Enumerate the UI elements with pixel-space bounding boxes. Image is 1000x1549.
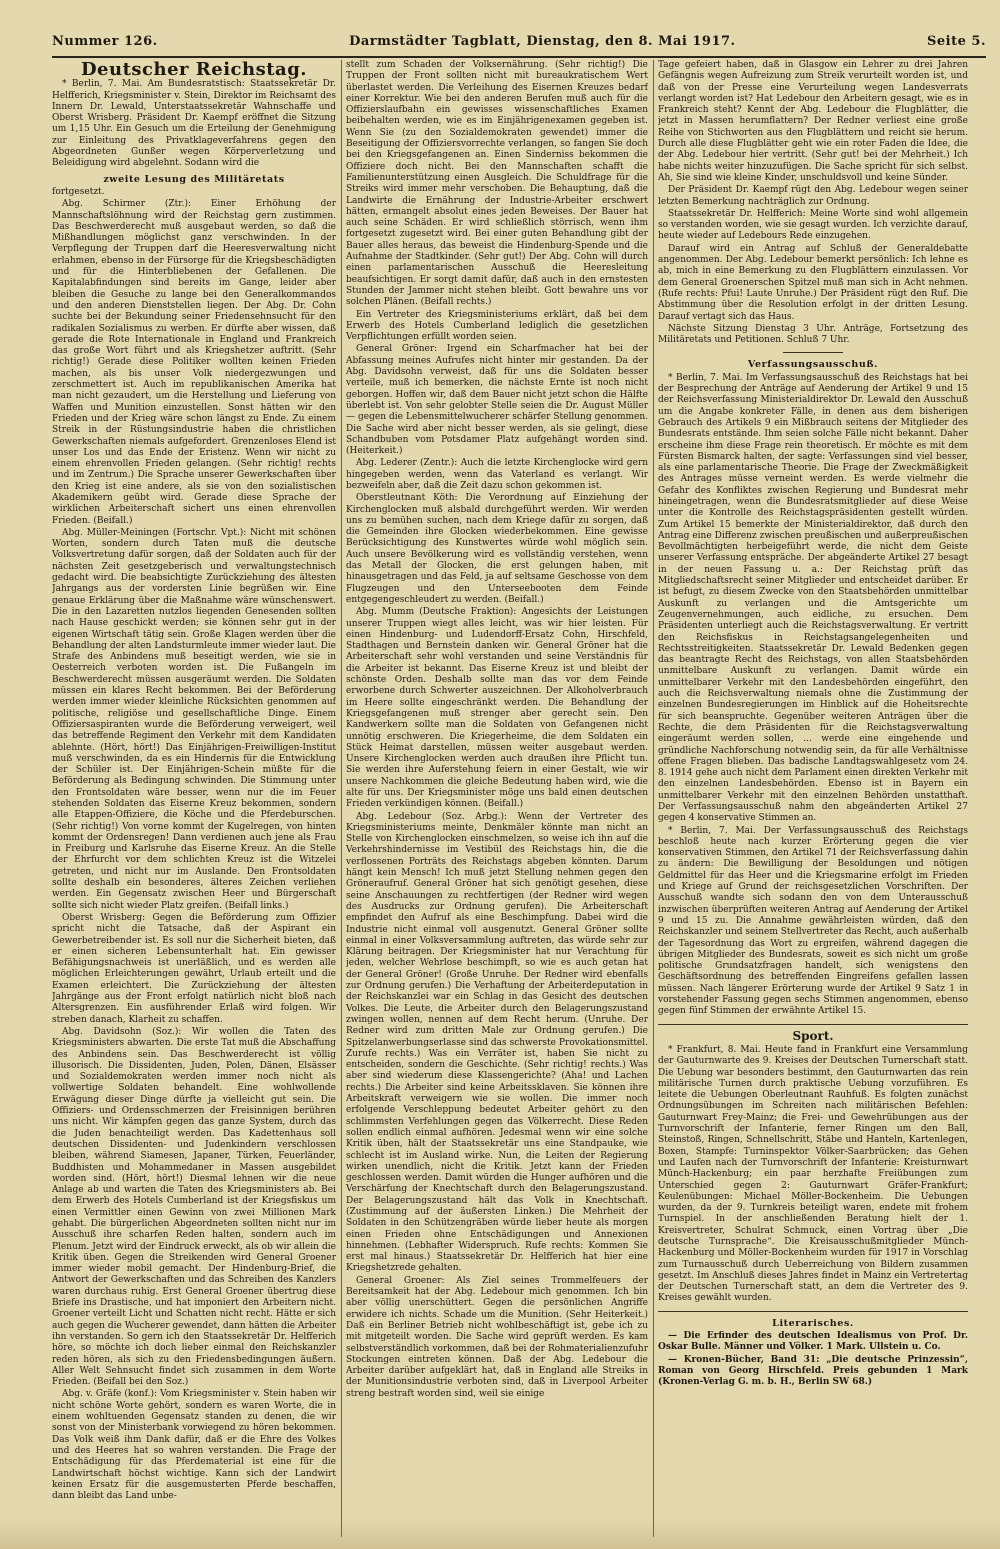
paragraph: Abg. Ledebour (Soz. Arbg.): Wenn der Vertreter des Kriegsministeriums meinte, Denkmäler könnte man nicht an Stelle von Kirchenglocken einschmelzen, so weise ich ihn auf die Verkehrshindernisse im Vestibül des Reichstags hin, die die verflossenen Porträts des Reichstags abgeben könnten. Darum hängt kein Mensch! Ich muß jetzt Stellung nehmen gegen den Gröneraufruf. General Gröner hat sich genötigt gesehen, diese seine Anschauungen zu rechtfertigen (der Redner wird wegen des Ausdrucks zur Ordnung gerufen). Die Arbeiterschaft empfindet den Aufruf als eine Beschimpfung. Dabei wird die Industrie nicht einmal voll ausgenutzt. General Gröner sollte einmal in einer Volksversammlung auftreten, das würde sehr zur Klärung beitragen. Der Kriegsminister hat nur Verachtung für jeden, welcher Wehrlose beschimpft, so wie es auch getan hat der General Gröner! (Große Unruhe. Der Redner wird ebenfalls zur Ordnung gerufen.) Die Verhaftung der Arbeiterdeputation in der Reichskanzlei war ein Schlag in das Gesicht des deutschen Volkes. Die Leute, die Arbeiter durch den Belagerungszustand zwingen wollen, nennen auf dem Recht herum. (Unruhe. Der Redner wird zum dritten Male zur Ordnung gerufen.) Die Spitzelanwerbungserlasse sind das schwerste Provokationsmittel. Zurufe rechts.) Was ein Verräter ist, haben Sie nicht zu entscheiden, sondern die Geschichte. (Sehr richtig! rechts.) Was aber sind wiederum diese Klassengerichte? (Aha! und Lachen rechts.) Die Arbeiter sind keine Arbeitssklaven. Sie können ihre Arbeitskraft verweigern wie sie wollen. Die immer noch erfolgende Verschleppung bedeutet Arbeiter gehört zu den schlimmsten Verfehlungen gegen das Völkerrecht. Diese Reden sollen endlich einmal aufhören. Jedesmal wenn wir eine solche Kritik üben, hält der Staatssekretär uns eine Standpauke, wie schlecht ist im Ausland wirke. Nun, die Leiten der Regierung wirken unendlich, nicht die Kritik. Jetzt kann der Frieden geschlossen werden. Damit würden die Hunger aufhören und die Verschärfung der Knechtschaft durch den Belagerungszustand. Der Belagerungszustand hält das Volk in Knechtschaft. (Zustimmung auf der äußersten Linken.) Die Mehrheit der Soldaten in den Schützengräben würde lieber heute als morgen einen Frieden ohne Entschädigungen und Annexionen hinnehmen. (Lebhafter Widerspruch. Rufe rechts: Kommen Sie erst mal hinaus.) Staatssekretär Dr. Helfferich hat hier eine Kriegshetzrede gehalten. <box>346 811 648 1274</box>
literary-notice: — Die Erfinder des deutschen Idealismus von Prof. Dr. Oskar Bulle. Männer und Völker. 1 Mark. Ullstein u. Co. <box>658 1331 968 1353</box>
masthead-rule <box>52 56 986 58</box>
paragraph: Abg. Schirmer (Ztr.): Einer Erhöhung der Mannschaftslöhnung wird der Reichstag gern zustimmen. Das Beschwerderecht muß ausgebaut werden, so daß die Mißhandlungen möglichst ganz verschwinden. In der Verpflegung der Truppen darf die Heeresverwaltung nicht erlahmen, ebenso in der Fürsorge für die Kriegsbeschädigten und für die Hinterbliebenen der Gefallenen. Die Kapitalabfindungen sind bereits im Gange, leider aber bleiben die Gesuche zu lange bei den Generalkommandos und den anderen Dienststellen liegen. Der Abg. Dr. Cohn suchte bei der Bekundung seiner Friedensehnsucht für den radikalen Sozialismus zu werben. Er dürfte aber wissen, daß gerade die Rote Internationale in England und Frankreich das große Wort führt und als Kriegshetzer auftritt. (Sehr richtig!) Gerade diese Politiker wollten keinen Frieden machen, als bis unser Volk niedergezwungen und zerschmettert ist. Auch im republikanischen Amerika hat man nicht gezaudert, um die Herstellung und Lieferung von Waffen und Munition einzustellen. Sonst hätten wir den Frieden und der Krieg wäre schon längst zu Ende. Zu einem Streik in der Rüstungsindustrie haben die christlichen Gewerkschaften niemals aufgefordert. Grenzenloses Elend ist unser Los und das Ende der Eristenz. Wenn wir nicht zu einem ehrenvollen Frieden gelangen. (Sehr richtig! rechts und im Zentrum.) Die Sprache unserer Gewerkschaften über den Krieg ist eine andere, als sie von den sozialistischen Akademikern geübt wird. Gerade diese Sprache der wirklichen Arbeiterschaft sichert uns einen ehrenvollen Frieden. (Beifall.) <box>52 199 336 526</box>
paragraph: fortgesetzt. <box>52 186 105 197</box>
paragraph: Der Präsident Dr. Kaempf rügt den Abg. Ledebour wegen seiner letzten Bemerkung nachträglich zur Ordnung. <box>658 185 968 207</box>
paragraph: Abg. v. Gräfe (konf.): Vom Kriegsminister v. Stein haben wir nicht schöne Worte gehört, sondern es waren Worte, die in einem wohltuenden Gegensatz standen zu denen, die wir sonst von der Ministerbank vorwiegend zu hören bekommen. Das Volk weiß ihm Dank dafür, daß er die Ehre des Volkes und des Heeres hat so wahren verstanden. Die Frage der Entschädigung für das Pferdematerial ist eine für die Landwirtschaft höchst wichtige. Kann sich der Landwirt keinen Ersatz für die ausgemusterten Pferde beschaffen, dann bleibt das Land unbe- <box>52 1389 336 1502</box>
section-heading-literarisches: Literarisches. <box>772 1317 854 1329</box>
paragraph: * Berlin, 7. Mai. Im Verfassungsausschuß des Reichstags hat bei der Besprechung der Anträge auf Aenderung der Artikel 9 und 15 der Reichsverfassung Ministerialdirektor Dr. Lewald den Ausschuß um die Angabe konkreter Fälle, in denen aus dem bisherigen Gebrauch des Artikels 9 ein Mißbrauch seitens der Mitglieder des Bundesrats entstände. Ihm seien solche Fälle nicht bekannt. Daher erscheine ihm diese Frage rein theoretisch. Er möchte es mit dem Fürsten Bismarck halten, der sagte: Verfassungen sind viel besser, als eine parlamentarische Theorie. Die Frage der Zweckmäßigkeit des Antrages müsse verneint werden. Es werde vielmehr die Gefahr des Konfliktes zwischen Regierung und Bundesrat mehr hineingetragen, wenn die Bundesratsmitglieder auf diese Weise unter die Kontrolle des Reichstagspräsidenten gestellt würden. Zum Artikel 15 bemerkte der Ministerialdirektor, daß durch den Antrag eine Differenz zwischen preußischen und außerpreußischen Bevollmächtigten herbeigeführt werde, die nicht dem Geiste unserer Verfassung entspräche. Der abgeänderte Artikel 27 besagt in der neuen Fassung u. a.: Der Reichstag prüft das Mitgliedschaftsrecht seiner Mitglieder und entscheidet darüber. Er ist befugt, zu diesem Zwecke von den Staatsbehörden unmittelbar Auskunft zu verlangen und die Amtsgerichte um Zeugenvernehmungen, auch eidliche, zu ersuchen. Dem Präsidenten unterliegt auch die Reichstagsverwaltung. Er vertritt den Reichsfiskus in Reichstagsangelegenheiten und Rechtsstreitigkeiten. Staatssekretär Dr. Lewald Bedenken gegen das beantragte Recht des Reichstags, von allen Staatsbehörden unmittelbare Auskunft zu verlangen. Damit würde ein unmittelbarer Verkehr mit den Landesbehörden eingeführt, den auch die Reichsverwaltung niemals ohne die Zustimmung der einzelnen Bundesregierungen im Hinblick auf die Hoheitsrechte für sich beanspruchte. Gegenüber weiteren Anträgen über die Rechte, die dem Präsidenten für die Reichstagsverwaltung eingeräumt werden sollen, ... werde eine eingehende und gründliche Nachforschung notwendig sein, da für alle Verhältnisse offene Fragen blieben. Das badische Landtagswahlgesetz vom 24. 8. 1914 gehe auch nicht dem Parlament einen direkten Verkehr mit den einzelnen Landesbehörden. Ebenso ist in Bayern ein unmittelbarer Verkehr mit den einzelnen Behörden unstatthaft. Der Verfassungsausschuß nahm den abgeänderten Artikel 27 gegen 4 konservative Stimmen an. <box>658 372 968 824</box>
paragraph: General Groener: Als Ziel seines Trommelfeuers der Bereitsamkeit hat der Abg. Ledebour mich genommen. Ich bin aber völlig unerschüttert. Gegen die persönlichen Angriffe erwidere ich nichts. Schade um die Munition. (Sehr Heiterkeit.) Daß ein Berliner Betrieb nicht wohlbeschäftigt ist, gebe ich zu mit mitgeteilt worden. Die Sache wird geprüft werden. Es kam selbstverständlich vorkommen, daß bei der Rohmaterialienzufuhr Stockungen eintreten können. Daß der Abg. Ledebour die Arbeiter darüber aufgeklärt hat, daß in England alle Streiks in der Munitionsindustrie verboten sind, daß in Liverpool Arbeiter streng bestraft worden sind, weil sie einige <box>346 1275 648 1399</box>
paragraph: Abg. Müller-Meiningen (Fortschr. Vpt.): Nicht mit schönen Worten, sondern durch Taten muß die deutsche Volksvertretung dafür sorgen, daß der Soldaten auch für der nächsten Zeit gesetzgeberisch und verwaltungstechnisch gedacht wird. Die beabsichtigte Zurückziehung des ältesten Jahrgangs aus der vordersten Linie begrüßen wir. Eine genaue Erklärung über die Maßnahme wäre wünschenswert. Die in den Lazaretten nutzlos liegenden Genesenden sollten nach Hause geschickt werden; sie können sehr gut in der eigenen Wirtschaft tätig sein. Große Klagen werden über die Behandlung der alten Landsturmleute immer wieder laut. Die Strafe des Anbindens muß beseitigt werden, wie sie in Oesterreich verboten worden ist. Die Fußangeln im Beschwerderecht müssen ausgeräumt werden. Die Soldaten müssen ein klares Recht bekommen. Bei der Beförderung werden immer wieder kleinliche Rücksichten genommen auf politische, religiöse und gesellschaftliche Dinge. Einem Offiziersaspiranten wurde die Beförderung verweigert, weil das betreffende Regiment den Verkehr mit dem Kandidaten ablehnte. (Hört, hört!) Das Einjährigen-Freiwilligen-Institut muß verschwinden, da es ein Hindernis für die Entwicklung der Schüler ist. Der Einjährigen-Schein müßte für die Beförderung als Bedingung schwinden. Die Stimmung unter den Frontsoldaten wäre besser, wenn nur die im Feuer stehenden Soldaten das Eiserne Kreuz bekommen, sondern alle Etappen-Offiziere, die Köche und die Pferdeburschen. (Sehr richtig!) Von vorne kommt der Kugelregen, von hinten kommt der Ordensregen! Dann verdienen auch jene als Frau in Freiburg und Karlsruhe das Eiserne Kreuz. An die Stelle der Ehrfurcht vor dem schlichten Kreuz ist die Witzelei getreten, und nicht nur im Auslande. Den Frontsoldaten sollte deshalb ein besonderes, älteres Zeichen verliehen werden. Ein Gegensatz zwischen Heer und Bürgerschaft sollte sich nicht wieder Platz greifen. (Beifall links.) <box>52 527 336 911</box>
divider <box>658 1024 968 1025</box>
paragraph: * Berlin, 7. Mai. Der Verfassungsausschuß des Reichstags beschloß heute nach kurzer Erörterung gegen die vier konservativen Stimmen, den Artikel 71 der Reichsverfassung dahin zu ändern: Die Bewilligung der Besoldungen und nötigen Geldmittel für das Heer und die Kriegsmarine erfolgt im Frieden und Kriege auf Grund der reichsgesetzlichen Vorschriften. Der Ausschuß wandte sich sodann den von dem Unterausschuß inzwischen überprüften weiteren Antrag auf Aenderung der Artikel 9 und 15 zu. Die Annahme gewährleisten würden, daß den Reichskanzler und seinem Stellvertreter das Recht, auch außerhalb der Tagesordnung das Wort zu ergreifen, während dagegen die übrigen Mitglieder des Bundesrats, soweit es sich nicht um große politische Grundsatzfragen handelt, sich wenigstens den Geschäftsordnung des betreffenden Eingreifens gefallen lassen müssen. Nach längerer Erörterung wurde der Artikel 9 Satz 1 in vorstehender Fassung gegen sechs Stimmen angenommen, ebenso gegen fünf Stimmen der erwähnte Artikel 15. <box>658 825 968 1017</box>
section-heading-sport: Sport. <box>792 1028 834 1043</box>
paragraph: Abg. Davidsohn (Soz.): Wir wollen die Taten des Kriegsministers abwarten. Die erste Tat muß die Abschaffung des Anbindens sein. Das Beschwerderecht ist völlig illusorisch. Die Dissidenten, Juden, Polen, Dänen, Elsässer und Sozialdemokraten werden immer noch nicht als vollwertige Soldaten behandelt. Eine wohlwollende Erwägung dieser Dinge dürfte ja vielleicht gut sein. Die Offiziers- und Ordensschmerzen der Freisinnigen berühren uns nicht. Wir kämpfen gegen das ganze System, durch das die Juden benachteiligt werden. Das Kadettenhaus soll deutschen Dissidenten- und Judenkindern verschlossen bleiben, während Siamesen, Japaner, Türken, Feuerländer, Buddhisten und Mohammedaner in Massen ausgebildet worden sind. (Hört, hört!) Diesmal lehnen wir die neue Anlage ab und warten die Taten des Kriegsministers ab. Bei dem Erwerb des Hotels Cumberland ist der Kriegsfiskus um einen Vermittler einen Gewinn von zwei Millionen Mark gehabt. Die bürgerlichen Abgeordneten sollten nicht nur im Ausschuß ihre scharfen Reden halten, sondern auch im Plenum. Jetzt wird der Eindruck erweckt, als ob wir allein die Kritik üben. Gegen die Streikenden wird General Groener immer wieder mobil gemacht. Der Hindenburg-Brief, die Antwort der Gewerkschaften und das Schreiben des Kanzlers waren durchaus ruhig. Erst General Groener übertrug diese Briefe ins Drastische, und hat imponiert den Arbeitern nicht. Groener verteilt Licht und Schatten nicht recht. Hätte er sich auch gegen die Wucherer gewendet, dann hätten die Arbeiter ihn verstanden. So gern ich den Staatssekretär Dr. Helfferich höre, so möchte ich doch lieber einmal den Reichskanzler reden hören, als sich zu den Friedensbedingungen äußern. Aller Welt Sehnsucht findet sich zusammen in dem Worte Frieden. (Beifall bei den Soz.) <box>52 1026 336 1388</box>
paper-date-line: Darmstädter Tagblatt, Dienstag, den 8. Mai 1917. <box>349 33 736 49</box>
section-heading-militaretat: zweite Lesung des Militäretats <box>103 173 285 185</box>
paragraph: Oberstleutnant Köth: Die Verordnung auf Einziehung der Kirchenglocken muß alsbald durchgeführt werden. Wir werden uns zu bemühen suchen, nach dem Kriege dafür zu sorgen, daß die Gemeinden ihre Glocken wiederbekommen. Eine gewisse Berücksichtigung des Kunstwertes würde wohl möglich sein. Auch unsere Bevölkerung wird es vollständig verstehen, wenn das Metall der Glocken, die erst gelungen haben, mit hinausgetragen und das Feld, ja auf seltsame Geschosse von dem Flugzeugen und den Unterseebooten dem Feinde entgegengeschleudert zu werden. (Beifall.) <box>346 493 648 605</box>
article-intro: * Berlin, 7. Mai. Am Bundesratstisch: Staatssekretär Dr. Helfferich, Kriegsminister v. Stein, Direktor im Reichsamt des Innern Dr. Lewald, Unterstaatssekretär Wahnschaffe und Oberst Wrisberg. Präsident Dr. Kaempf eröffnet die Sitzung um 1,15 Uhr. Ein Gesuch um die Erteilung der Genehmigung zur Einleitung des Privatklageverfahrens gegen den Abgeordneten Gunßer wegen Körperverletzung und Beleidigung wird abgelehnt. Sodann wird die <box>52 79 336 169</box>
paragraph: Staatssekretär Dr. Helfferich: Meine Worte sind wohl allgemein so verstanden worden, wie sie gesagt wurden. Ich verzichte darauf, heute wieder auf Ledebours Rede einzugehen. <box>658 208 968 242</box>
page-number: Seite 5. <box>927 33 986 49</box>
divider <box>658 1311 968 1312</box>
column-1 <box>52 60 336 1537</box>
paragraph: Tage gefeiert haben, daß in Glasgow ein Lehrer zu drei Jahren Gefängnis wegen Aufreizung zum Streik verurteilt worden ist, und daß von der Presse eine Verurteilung wegen Landesverrats verlangt worden ist? Hat Ledebour den Arbeitern gesagt, wie es in Frankreich steht? Kennt der Abg. Ledebour die Flugblätter, die jetzt in Massen herumflattern? Der Redner verliest eine große Reihe von Stichworten aus den Flugblättern und reicht sie herum. Durch alle diese Flugblätter geht wie ein roter Faden die Idee, die der Abg. Ledebour hier vertritt. (Sehr gut! bei der Mehrheit.) Ich habe nichts weiter hinzuzufügen. Die Sache spricht für sich selbst. Ah, Sie sind wie kleine Kinder, unschuldsvoll und keine Sünder. <box>658 60 968 183</box>
issue-number: Nummer 126. <box>52 33 158 49</box>
paragraph: Darauf wird ein Antrag auf Schluß der Generaldebatte angenommen. Der Abg. Ledebour bemerkt persönlich: Ich lehne es ab, mich in eine Bemerkung zu den Flugblättern einzulassen. Vor dem General Groenerschen Spitzel muß man sich in Acht nehmen. (Rufe rechts: Pfui! Laute Unruhe.) Der Präsident rügt den Ruf. Die Abstimmung über die Resolution erfolgt in der dritten Lesung. Darauf vertagt sich das Haus. <box>658 243 968 322</box>
paragraph: * Frankfurt, 8. Mai. Heute fand in Frankfurt eine Versammlung der Gauturnwarte des 9. Kreises der Deutschen Turnerschaft statt. Die Uebung war besonders bestimmt, den Gauturnwarten das rein militärische Turnen durch praktische Uebung vorzuführen. Es leitete die Uebungen Oberleutnant Rauhfuß. Es folgten zunächst Ordnungsübungen im Schreiten nach militärischen Befehlen: Gauturnwart Frey-Mainz; die Frei- und Gewehrübungen aus der Turnvorschrift der Infanterie, ferner Ringen um den Ball, Steinstoß, Ringen, Schnellschritt, Stäbe und Hanteln, Kartenlegen, Boxen, Stampfe: Turninspektor Völker-Saarbrücken; das Gehen und Laufen nach der Turnvorschrift der Infanterie: Kreisturnwart Münch-Hackenburg; ein paar herzhafte Freiübungen zum Unterschied gegen 2: Gauturnwart Gräfer-Frankfurt; Keulenübungen: Michael Möller-Bockenheim. Die Uebungen wurden, da der 9. Turnkreis beteiligt waren, endete mit frohem Turnspiel. In der anschließenden Beratung hielt der 1. Kreisvertreter, Schulrat Schmuck, einen Vortrag über „Die deutsche Turnsprache“. Die Kreisausschußmitglieder Münch-Hackenburg und Möller-Bockenheim wurden für 1917 in Vorschlag zum Turnausschuß durch Ueberreichung von Bildern zusammen gesetzt. Im Anschluß dieses Jahres findet in Mainz ein Vertretertag der Deutschen Turnerschaft statt, an dem die Vertreter des 9. Kreises gewählt wurden. <box>658 1044 968 1304</box>
paragraph: Oberst Wrisberg: Gegen die Beförderung zum Offizier spricht nicht die Tatsache, daß der Aspirant ein Gewerbetreibender ist. Es soll nur die Sicherheit bieten, daß er einen sicheren Lebensunterhalt hat. Ein gewisser Befähigungsnachweis ist unerläßlich, und es werden alle möglichen Erleichterungen gewährt, Urlaub erteilt und die Examen erleichtert. Die Zurückziehung der ältesten Jahrgänge aus der Front erfolgt natürlich nicht bloß nach Altersgrenzen. Ein ausführender Erlaß wird folgen. Wir streben danach, Klarheit zu schaffen. <box>52 912 336 1025</box>
column-2 <box>346 60 648 1537</box>
paragraph: stellt zum Schaden der Volksernährung. (Sehr richtig!) Die Truppen der Front sollten nicht mit bureaukratischem Wert überlastet werden. Die Verleihung des Eisernen Kreuzes bedarf einer Korrektur. Wie bei den anderen Berufen muß auch für die Offizierslaufbahn ein gewisses wissenschaftliches Examen beibehalten werden, wie es im Einjährigenexamen gegeben ist. Wenn Sie (zu den Sozialdemokraten gewendet) immer die Beseitigung der Offiziersvorrechte verlangen, so fangen Sie doch bei den Kriegsgefangenen an. Einen Sinderniss bekommen die Offiziere doch nicht. Bei den Mannschaften schafft die Familienunterstützung einen Ausgleich. Die Schuldfrage für die Streiks wird immer mehr verschoben. Die Behauptung, daß die Landwirte die Ernährung der Industrie-Arbeiter erschwert hätten, ermangelt absolut eines jeden Beweises. Der Bauer hat auch seine Schäden. Er wird schließlich störrisch, wenn ihm fortgesetzt zugesetzt wird. Bei einer guten Behandlung gibt der Bauer alles heraus, das beweist die Hindenburg-Spende und die Aufnahme der Stadtkinder. (Sehr gut!) Der Abg. Cohn will durch einen parlamentarischen Ausschuß die Heeresleitung beaufsichtigen. Er sorgt damit dafür, daß auch in den ernstesten Stunden der Jammer nicht stehen bleibt. Gott bewahre uns vor solchen Plänen. (Beifall rechts.) <box>346 60 648 308</box>
divider <box>783 352 843 353</box>
paragraph: Nächste Sitzung Dienstag 3 Uhr. Anträge, Fortsetzung des Militäretats und Petitionen. Schluß 7 Uhr. <box>658 323 968 346</box>
paragraph: General Gröner: Irgend ein Scharfmacher hat bei der Abfassung meines Aufrufes nicht hinter mir gestanden. Da der Abg. Davidsohn verweist, daß für uns die Soldaten besser verteile, muß ich bemerken, die nächste Ernte ist noch nicht geborgen. Hoffen wir, daß dem Bauer nicht jetzt schon die Hälfte überlebt ist. Von sehr gelobter Stelle seien die Dr. August Müller — gegen die Lebensmittelwucherer schärfer Stellung genommen. Die Sache wird aber nicht besser werden, als sie gelingt, diese Schandbuben vom Potsdamer Platz aufgehängt worden sind. (Heiterkeit.) <box>346 344 648 457</box>
section-heading-verfassungsausschuss: Verfassungsausschuß. <box>747 359 879 371</box>
paragraph: Ein Vertreter des Kriegsministeriums erklärt, daß bei dem Erwerb des Hotels Cumberland lediglich die gesetzlichen Verpflichtungen erfüllt worden seien. <box>346 309 648 343</box>
column-divider-1 <box>341 60 342 1537</box>
column-3 <box>658 60 968 1537</box>
literary-notice: — Kronen-Bücher, Band 31: „Die deutsche Prinzessin“, Roman von Georg Hirschfeld. Preis gebunden 1 Mark (Kronen-Verlag G. m. b. H., Berlin SW 68.) <box>658 1354 968 1388</box>
column-divider-2 <box>653 60 654 1537</box>
article-title: Deutscher Reichstag. <box>80 60 308 80</box>
masthead <box>52 30 986 52</box>
paper-stain <box>0 1519 1000 1549</box>
paragraph: Abg. Lederer (Zentr.): Auch die letzte Kirchenglocke wird gern hingegeben werden, wenn das Vaterland es verlangt. Wir bezweifeln aber, daß die Zeit dazu schon gekommen ist. <box>346 458 648 491</box>
paragraph: Abg. Mumm (Deutsche Fraktion): Angesichts der Leistungen unserer Truppen wiegt alles leicht, was wir hier leisten. Für einen Hindenburg- und Ludendorff-Ersatz Cohn, Hirschfeld, Stadthagen und Bernstein danken wir. General Gröner hat die Arbeiterschaft sehr wohl verstanden und seine Verständnis für die Arbeiter ist bekannt. Das Eiserne Kreuz ist und bleibt der schönste Orden. Deshalb sollte man das vor dem Feinde erworbene durch Schwerter auszeichnen. Der Alkoholverbrauch im Heere sollte eingeschränkt werden. Die Behandlung der Kriegsgefangenen muß strenger aber gerecht sein. Den Kandwerkern sollte man die Soldaten von Gefangenen nicht unnötig erschweren. Die Kriegerheime, die dem Soldaten ein Stück Heimat darstellen, müssen weiter ausgebaut werden. Unsere Kirchenglocken werden auch draußen ihre Pflicht tun. Sie werden ihre Auferstehung feiern in einer Gestalt, wie wir unsere Nachkommen die gleiche Bedeutung haben wird, wie die alte für uns. Der Kriegsminister möge uns bald einen deutschen Frieden verkündigen können. (Beifall.) <box>346 607 648 810</box>
